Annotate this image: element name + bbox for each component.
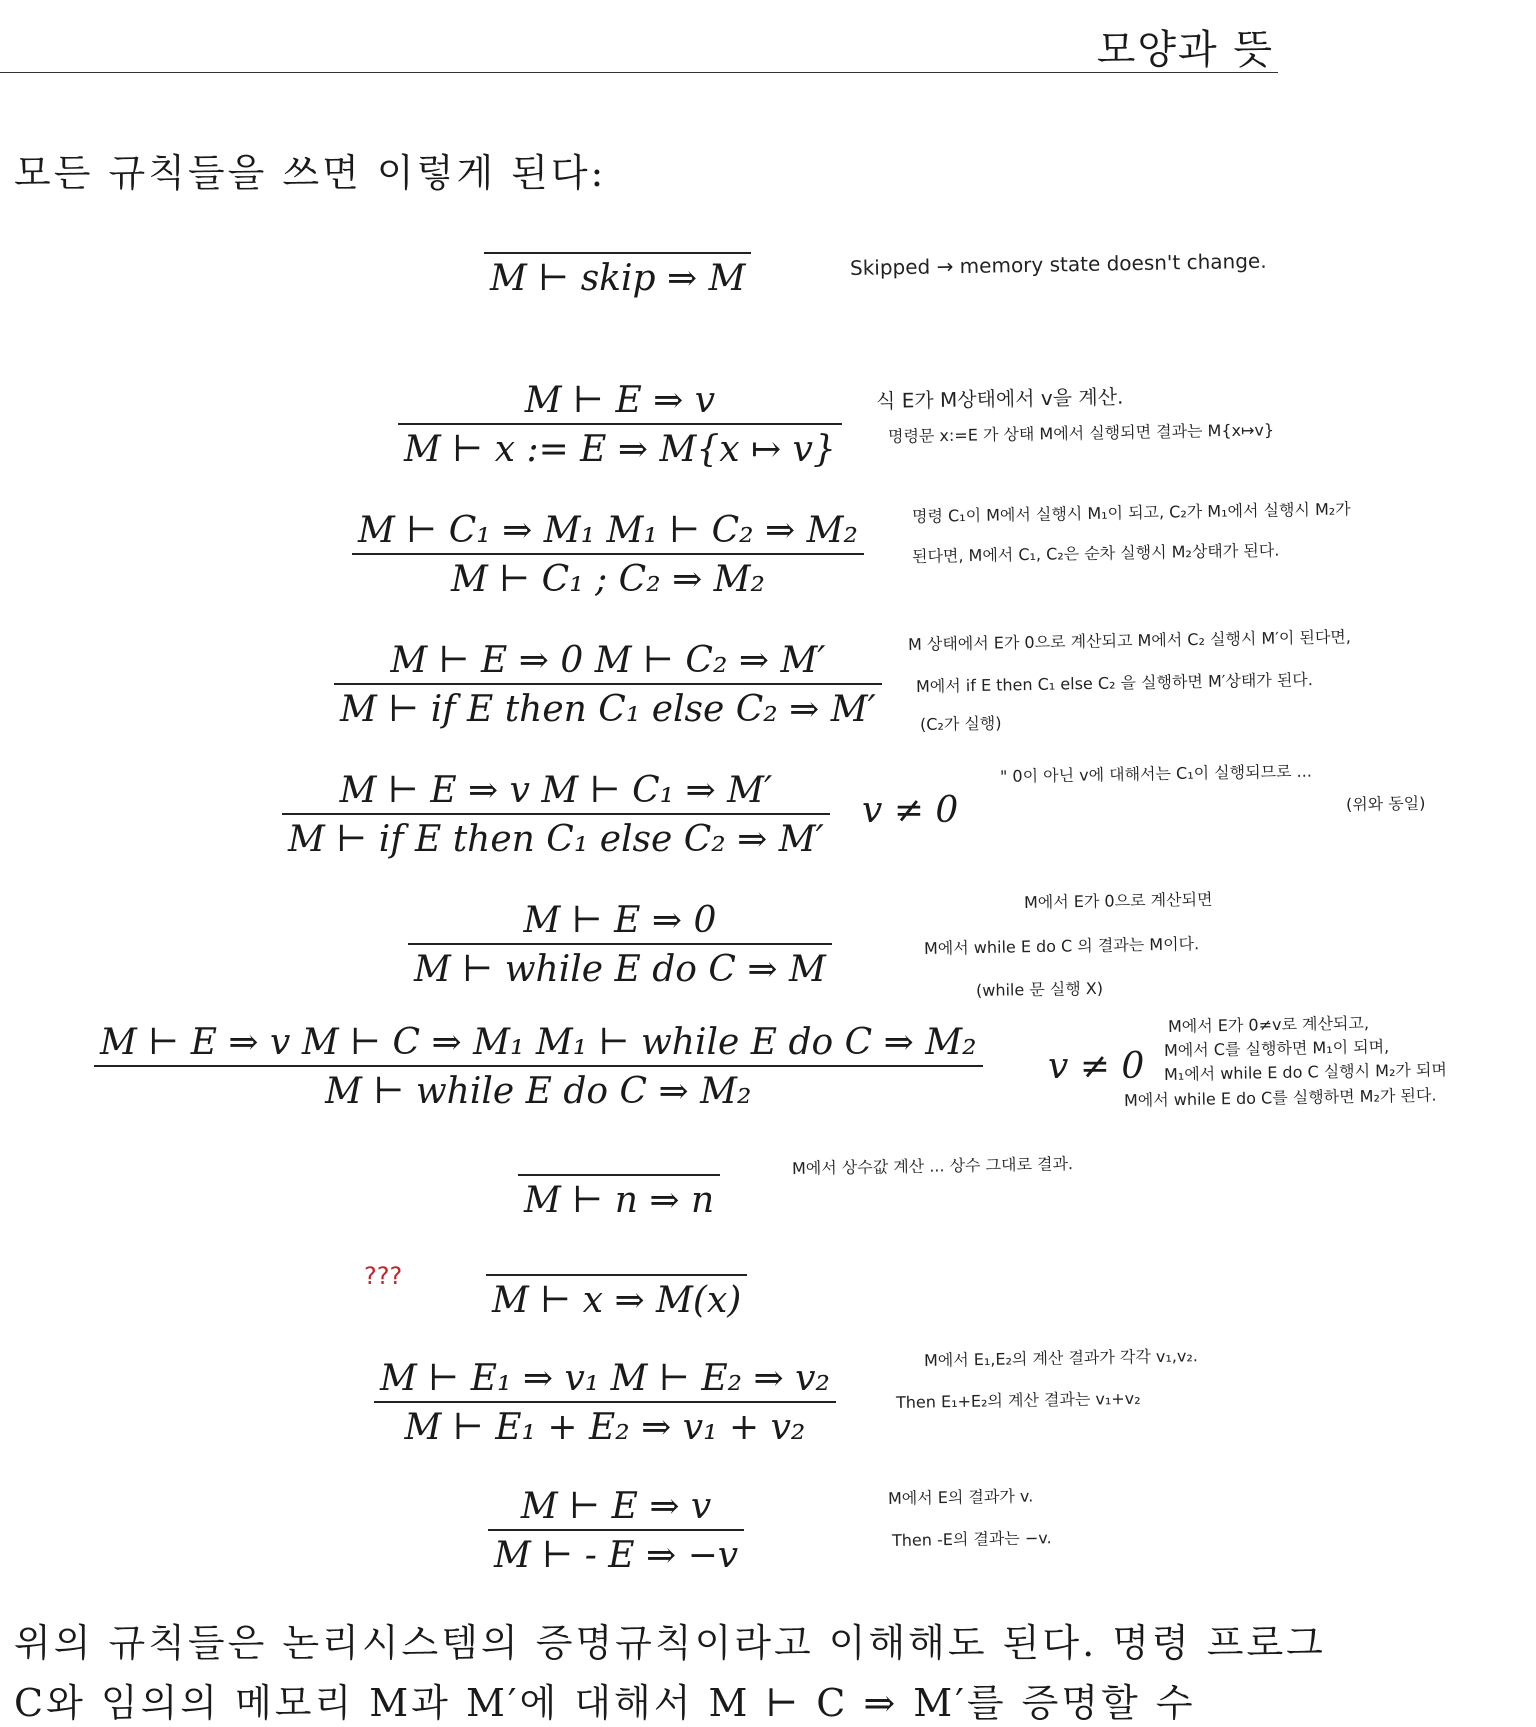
outro-paragraph-line2: C와 임의의 메모리 M과 M′에 대해서 M ⊢ C ⇒ M′를 증명할 수 xyxy=(14,1681,1196,1725)
rule-if-true xyxy=(282,770,830,860)
rule-premise: M ⊢ E ⇒ 0 M ⊢ C₂ ⇒ M′ xyxy=(390,640,826,681)
rule-conclusion: M ⊢ while E do C ⇒ M xyxy=(414,949,826,990)
rule-premise: M ⊢ E ⇒ v xyxy=(520,1486,712,1527)
handwritten-note: M 상태에서 E가 0으로 계산되고 M에서 C₂ 실행시 M′이 된다면, xyxy=(907,627,1352,654)
intro-paragraph: 모든 규칙들을 쓰면 이렇게 된다: xyxy=(14,151,607,195)
rule-sequence xyxy=(352,510,864,600)
rule-negation xyxy=(488,1486,744,1576)
rule-conclusion: M ⊢ x ⇒ M(x) xyxy=(492,1280,742,1321)
rule-bar xyxy=(408,943,832,945)
handwritten-note: (while 문 실행 X) xyxy=(975,978,1104,1000)
rule-conclusion: M ⊢ if E then C₁ else C₂ ⇒ M′ xyxy=(340,689,876,730)
handwritten-note: M₁에서 while E do C 실행시 M₂가 되며 xyxy=(1163,1060,1448,1084)
rule-bar xyxy=(352,553,864,555)
rule-premise: M ⊢ E₁ ⇒ v₁ M ⊢ E₂ ⇒ v₂ xyxy=(380,1358,830,1399)
outro-paragraph-line1: 위의 규칙들은 논리시스템의 증명규칙이라고 이해해도 된다. 명령 프로그 xyxy=(14,1621,1326,1665)
handwritten-note: 식 E가 M상태에서 v을 계산. xyxy=(875,384,1124,413)
handwritten-note: 명령 C₁이 M에서 실행시 M₁이 되고, C₂가 M₁에서 실행시 M₂가 xyxy=(911,499,1351,526)
handwritten-note: Then -E의 결과는 −v. xyxy=(891,1528,1052,1550)
question-marks-annotation: ??? xyxy=(364,1262,403,1290)
rule-bar xyxy=(398,423,842,425)
rule-conclusion: M ⊢ skip ⇒ M xyxy=(490,258,746,299)
rule-conclusion: M ⊢ while E do C ⇒ M₂ xyxy=(325,1071,752,1112)
rule-constant xyxy=(518,1172,720,1221)
rule-premise: M ⊢ E ⇒ v xyxy=(524,380,716,421)
handwritten-note: Skipped → memory state doesn't change. xyxy=(849,248,1267,280)
rule-premise: M ⊢ C₁ ⇒ M₁ M₁ ⊢ C₂ ⇒ M₂ xyxy=(358,510,858,551)
rule-premise: M ⊢ E ⇒ v M ⊢ C₁ ⇒ M′ xyxy=(339,770,773,811)
rule-bar xyxy=(486,1274,747,1276)
handwritten-note: M에서 E가 0≠v로 계산되고, xyxy=(1167,1013,1370,1036)
rule-bar xyxy=(334,683,882,685)
rule-assign xyxy=(398,380,842,470)
handwritten-note: Then E₁+E₂의 계산 결과는 v₁+v₂ xyxy=(895,1388,1141,1412)
rule-if-false xyxy=(334,640,882,730)
rule-conclusion: M ⊢ - E ⇒ −v xyxy=(494,1535,739,1576)
rule-side-condition: v ≠ 0 xyxy=(862,790,959,831)
handwritten-note: M에서 if E then C₁ else C₂ 을 실행하면 M′상태가 된다. xyxy=(915,670,1314,696)
rule-skip xyxy=(484,250,751,299)
rule-conclusion: M ⊢ C₁ ; C₂ ⇒ M₂ xyxy=(450,559,765,600)
handwritten-note: 명령문 x:=E 가 상태 M에서 실행되면 결과는 M{x↦v} xyxy=(887,420,1275,446)
handwritten-note: M에서 E₁,E₂의 계산 결과가 각각 v₁,v₂. xyxy=(923,1346,1199,1370)
rule-bar xyxy=(488,1529,744,1531)
handwritten-note: (C₂가 실행) xyxy=(919,713,1002,734)
handwritten-note: M에서 while E do C를 실행하면 M₂가 된다. xyxy=(1123,1085,1437,1110)
rule-side-condition: v ≠ 0 xyxy=(1048,1046,1145,1087)
handwritten-note: M에서 E의 결과가 v. xyxy=(887,1486,1034,1508)
page-header-title: 모양과 뜻 xyxy=(1096,27,1274,73)
handwritten-note: M에서 상수값 계산 ... 상수 그대로 결과. xyxy=(791,1154,1074,1178)
rule-conclusion: M ⊢ n ⇒ n xyxy=(524,1180,715,1221)
rule-bar xyxy=(518,1174,720,1176)
rule-addition xyxy=(374,1358,836,1448)
handwritten-note: 된다면, M에서 C₁, C₂은 순차 실행시 M₂상태가 된다. xyxy=(911,540,1280,566)
rule-bar xyxy=(282,813,830,815)
rule-premise: M ⊢ E ⇒ 0 xyxy=(523,900,717,941)
rule-conclusion: M ⊢ x := E ⇒ M{x ↦ v} xyxy=(404,429,836,470)
rule-while-true xyxy=(94,1022,983,1112)
handwritten-note: M에서 C를 실행하면 M₁이 되며, xyxy=(1163,1037,1390,1060)
header-rule xyxy=(0,72,1278,73)
rule-while-false xyxy=(408,900,832,990)
handwritten-note: M에서 while E do C 의 결과는 M이다. xyxy=(923,934,1200,958)
rule-variable xyxy=(486,1272,747,1321)
rule-bar xyxy=(484,252,751,254)
handwritten-note: M에서 E가 0으로 계산되면 xyxy=(1023,889,1213,912)
rule-conclusion: M ⊢ E₁ + E₂ ⇒ v₁ + v₂ xyxy=(404,1407,806,1448)
rule-bar xyxy=(94,1065,983,1067)
rule-bar xyxy=(374,1401,836,1403)
handwritten-note: " 0이 아닌 v에 대해서는 C₁이 실행되므로 ... xyxy=(999,761,1312,786)
rule-premise: M ⊢ E ⇒ v M ⊢ C ⇒ M₁ M₁ ⊢ while E do C ⇒ M₂ xyxy=(100,1022,977,1063)
rule-conclusion: M ⊢ if E then C₁ else C₂ ⇒ M′ xyxy=(288,819,824,860)
handwritten-note: (위와 동일) xyxy=(1345,793,1426,814)
